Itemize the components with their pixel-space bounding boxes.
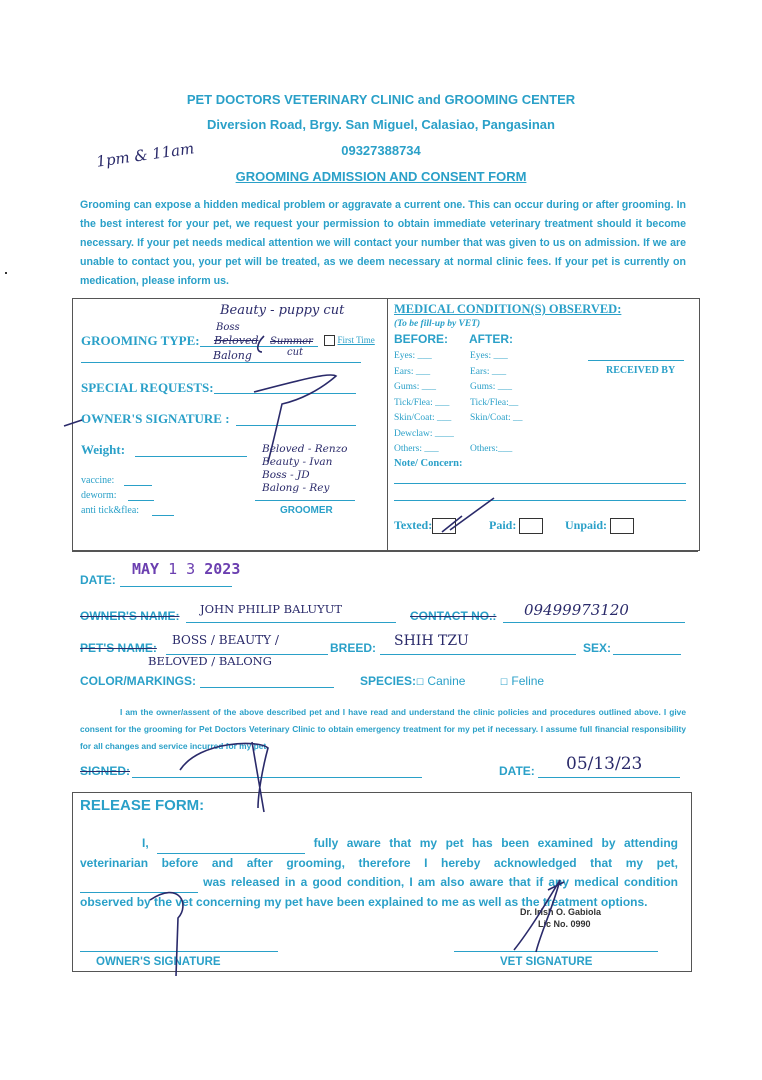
- contact-value: 09499973120: [524, 601, 629, 619]
- color-label: COLOR/MARKINGS:: [80, 674, 196, 688]
- form-title: GROOMING ADMISSION AND CONSENT FORM: [235, 169, 527, 184]
- intro-paragraph: Grooming can expose a hidden medical problem or aggravate a current one. This can occur during or after grooming. In the best interest for your pet, we request your permission to obtain immediate veterinary treatment should it become necessary. If your pet needs medical attention we will contact your number that was given to us on admission. If we are unable to contact you, your pet will be treated, as we deem necessary at normal clinic fees. If your pet is currently on medication, please inform us.: [80, 199, 686, 287]
- medical-subtitle: (To be fill-up by VET): [394, 319, 481, 329]
- canine-label: Canine: [427, 674, 466, 688]
- before-tick: Tick/Flea:: [394, 397, 433, 408]
- date-label: DATE:: [80, 573, 116, 587]
- first-time-label: First Time: [337, 335, 375, 345]
- release-text-2: was released in a good condition, I am also aware that if any medical condition observed by the vet concerning my pet have been explained to me as well as the treatment options.: [80, 875, 678, 909]
- after-tick: Tick/Flea:: [470, 397, 509, 408]
- clinic-name: PET DOCTORS VETERINARY CLINIC and GROOMING CENTER: [186, 92, 576, 107]
- before-eyes: Eyes:: [394, 351, 416, 361]
- hw-type-beloved: Beloved: [214, 334, 259, 347]
- groomer-name-1: Beloved - Renzo: [262, 443, 348, 455]
- signed-label: SIGNED:: [80, 764, 131, 778]
- owner-sig-label: OWNER'S SIGNATURE: [96, 956, 221, 968]
- owner-name-value: JOHN PHILIP BALUYUT: [200, 602, 343, 616]
- release-text-1: fully aware that my pet has been examined by attending veterinarian before and after grooming, therefore I hereby acknowledged that my pet,: [80, 836, 678, 870]
- release-title: RELEASE FORM:: [80, 797, 205, 814]
- special-requests-label: SPECIAL REQUESTS:: [81, 380, 214, 395]
- hw-type-summer: Summer: [270, 336, 313, 347]
- after-gums: Gums:: [470, 382, 496, 392]
- before-ears: Ears:: [394, 366, 414, 377]
- vaccine-label: vaccine:: [81, 475, 115, 486]
- breed-label: BREED:: [330, 641, 377, 655]
- before-gums: Gums:: [394, 382, 420, 392]
- hw-type-cut: cut: [287, 347, 304, 358]
- feline-label: Feline: [511, 674, 545, 688]
- note-label: Note/ Concern:: [394, 458, 463, 469]
- vet-license: Lic No. 0990: [538, 919, 591, 929]
- groomer-label: GROOMER: [280, 505, 333, 516]
- medical-title: MEDICAL CONDITION(S) OBSERVED:: [394, 302, 622, 316]
- signed-signature-scribble: [180, 742, 268, 812]
- before-items: Eyes: ___ Ears: ___ Gums: ___ Tick/Flea: ___ Skin/Coat: ___ Dewclaw: ____ Others: ___: [394, 351, 454, 454]
- date-stamp-day: 1 3: [168, 560, 196, 578]
- owner-signature-scribble: [254, 375, 336, 462]
- vet-sig-label: VET SIGNATURE: [500, 956, 593, 968]
- feline-checkbox[interactable]: ☐: [500, 677, 509, 687]
- type-bracket-stroke: [258, 336, 264, 352]
- vet-release-signature: [514, 880, 564, 952]
- handwritten-time: 1pm & 11am: [95, 139, 196, 171]
- canine-checkbox[interactable]: ☐: [416, 677, 425, 687]
- after-skin: Skin/Coat:: [470, 413, 511, 423]
- breed-value: SHIH TZU: [394, 633, 469, 649]
- before-dewclaw: Dewclaw:: [394, 428, 433, 439]
- pet-name-value-2: BELOVED / BALONG: [148, 654, 272, 668]
- antitick-label: anti tick&flea:: [81, 505, 140, 516]
- before-label: BEFORE:: [394, 332, 448, 346]
- sex-label: SEX:: [583, 641, 612, 655]
- contact-label: CONTACT NO.:: [410, 609, 497, 623]
- owner-signature-label: OWNER'S SIGNATURE :: [81, 411, 230, 426]
- clinic-address: Diversion Road, Brgy. San Miguel, Calasiao, Pangasinan: [207, 117, 555, 132]
- hw-type-beauty: Beauty - puppy cut: [220, 303, 345, 318]
- owner-name-label: OWNER'S NAME:: [80, 609, 180, 623]
- groomer-name-4: Balong - Rey: [262, 482, 330, 494]
- after-eyes: Eyes:: [470, 351, 492, 361]
- grooming-type-label: GROOMING TYPE:: [81, 333, 200, 348]
- owner-sig-strike: [64, 420, 82, 426]
- received-by-label: RECEIVED BY: [606, 365, 676, 376]
- consent-paragraph: I am the owner/assent of the above described pet and I have read and understand the clinic policies and procedures outlined above. I give consent for the grooming for Pet Doctors Veterinary Clinic to obtain emergency treatment for my pet if necessary. I assume full financial responsibility for all changes and service incurred for my pet.: [80, 707, 686, 751]
- deworm-label: deworm:: [81, 490, 117, 501]
- date-stamp-year: 2023: [204, 560, 241, 578]
- before-skin: Skin/Coat:: [394, 413, 435, 423]
- after-items: Eyes: ___ Ears: ___ Gums: ___ Tick/Flea:__ Skin/Coat: __ Others:___: [470, 351, 523, 454]
- hw-type-boss: Boss: [216, 322, 240, 333]
- pet-name-label: PET'S NAME:: [80, 641, 157, 655]
- groomer-name-2: Beauty - Ivan: [262, 456, 333, 468]
- clinic-phone: 09327388734: [341, 143, 421, 158]
- texted-label: Texted:: [394, 518, 433, 532]
- owner-release-signature: [150, 893, 183, 976]
- weight-label: Weight:: [81, 442, 126, 457]
- paid-label: Paid:: [489, 518, 517, 532]
- species-label: SPECIES:: [360, 674, 417, 688]
- date-stamp-month: MAY: [132, 560, 160, 578]
- pet-name-value-1: BOSS / BEAUTY /: [172, 633, 279, 647]
- after-ears: Ears:: [470, 366, 490, 377]
- consent-date-label: DATE:: [499, 764, 535, 778]
- release-i-label: I,: [142, 836, 149, 850]
- vet-name: Dr. Irish O. Gabiola: [520, 907, 602, 917]
- after-others: Others:: [470, 444, 498, 454]
- unpaid-label: Unpaid:: [565, 518, 608, 532]
- before-others: Others:: [394, 444, 422, 454]
- after-label: AFTER:: [469, 332, 513, 346]
- groomer-name-3: Boss - JD: [262, 469, 310, 481]
- hw-type-balong: Balong: [213, 349, 252, 362]
- consent-date-value: 05/13/23: [566, 754, 643, 774]
- texted-check-mark: [442, 498, 494, 532]
